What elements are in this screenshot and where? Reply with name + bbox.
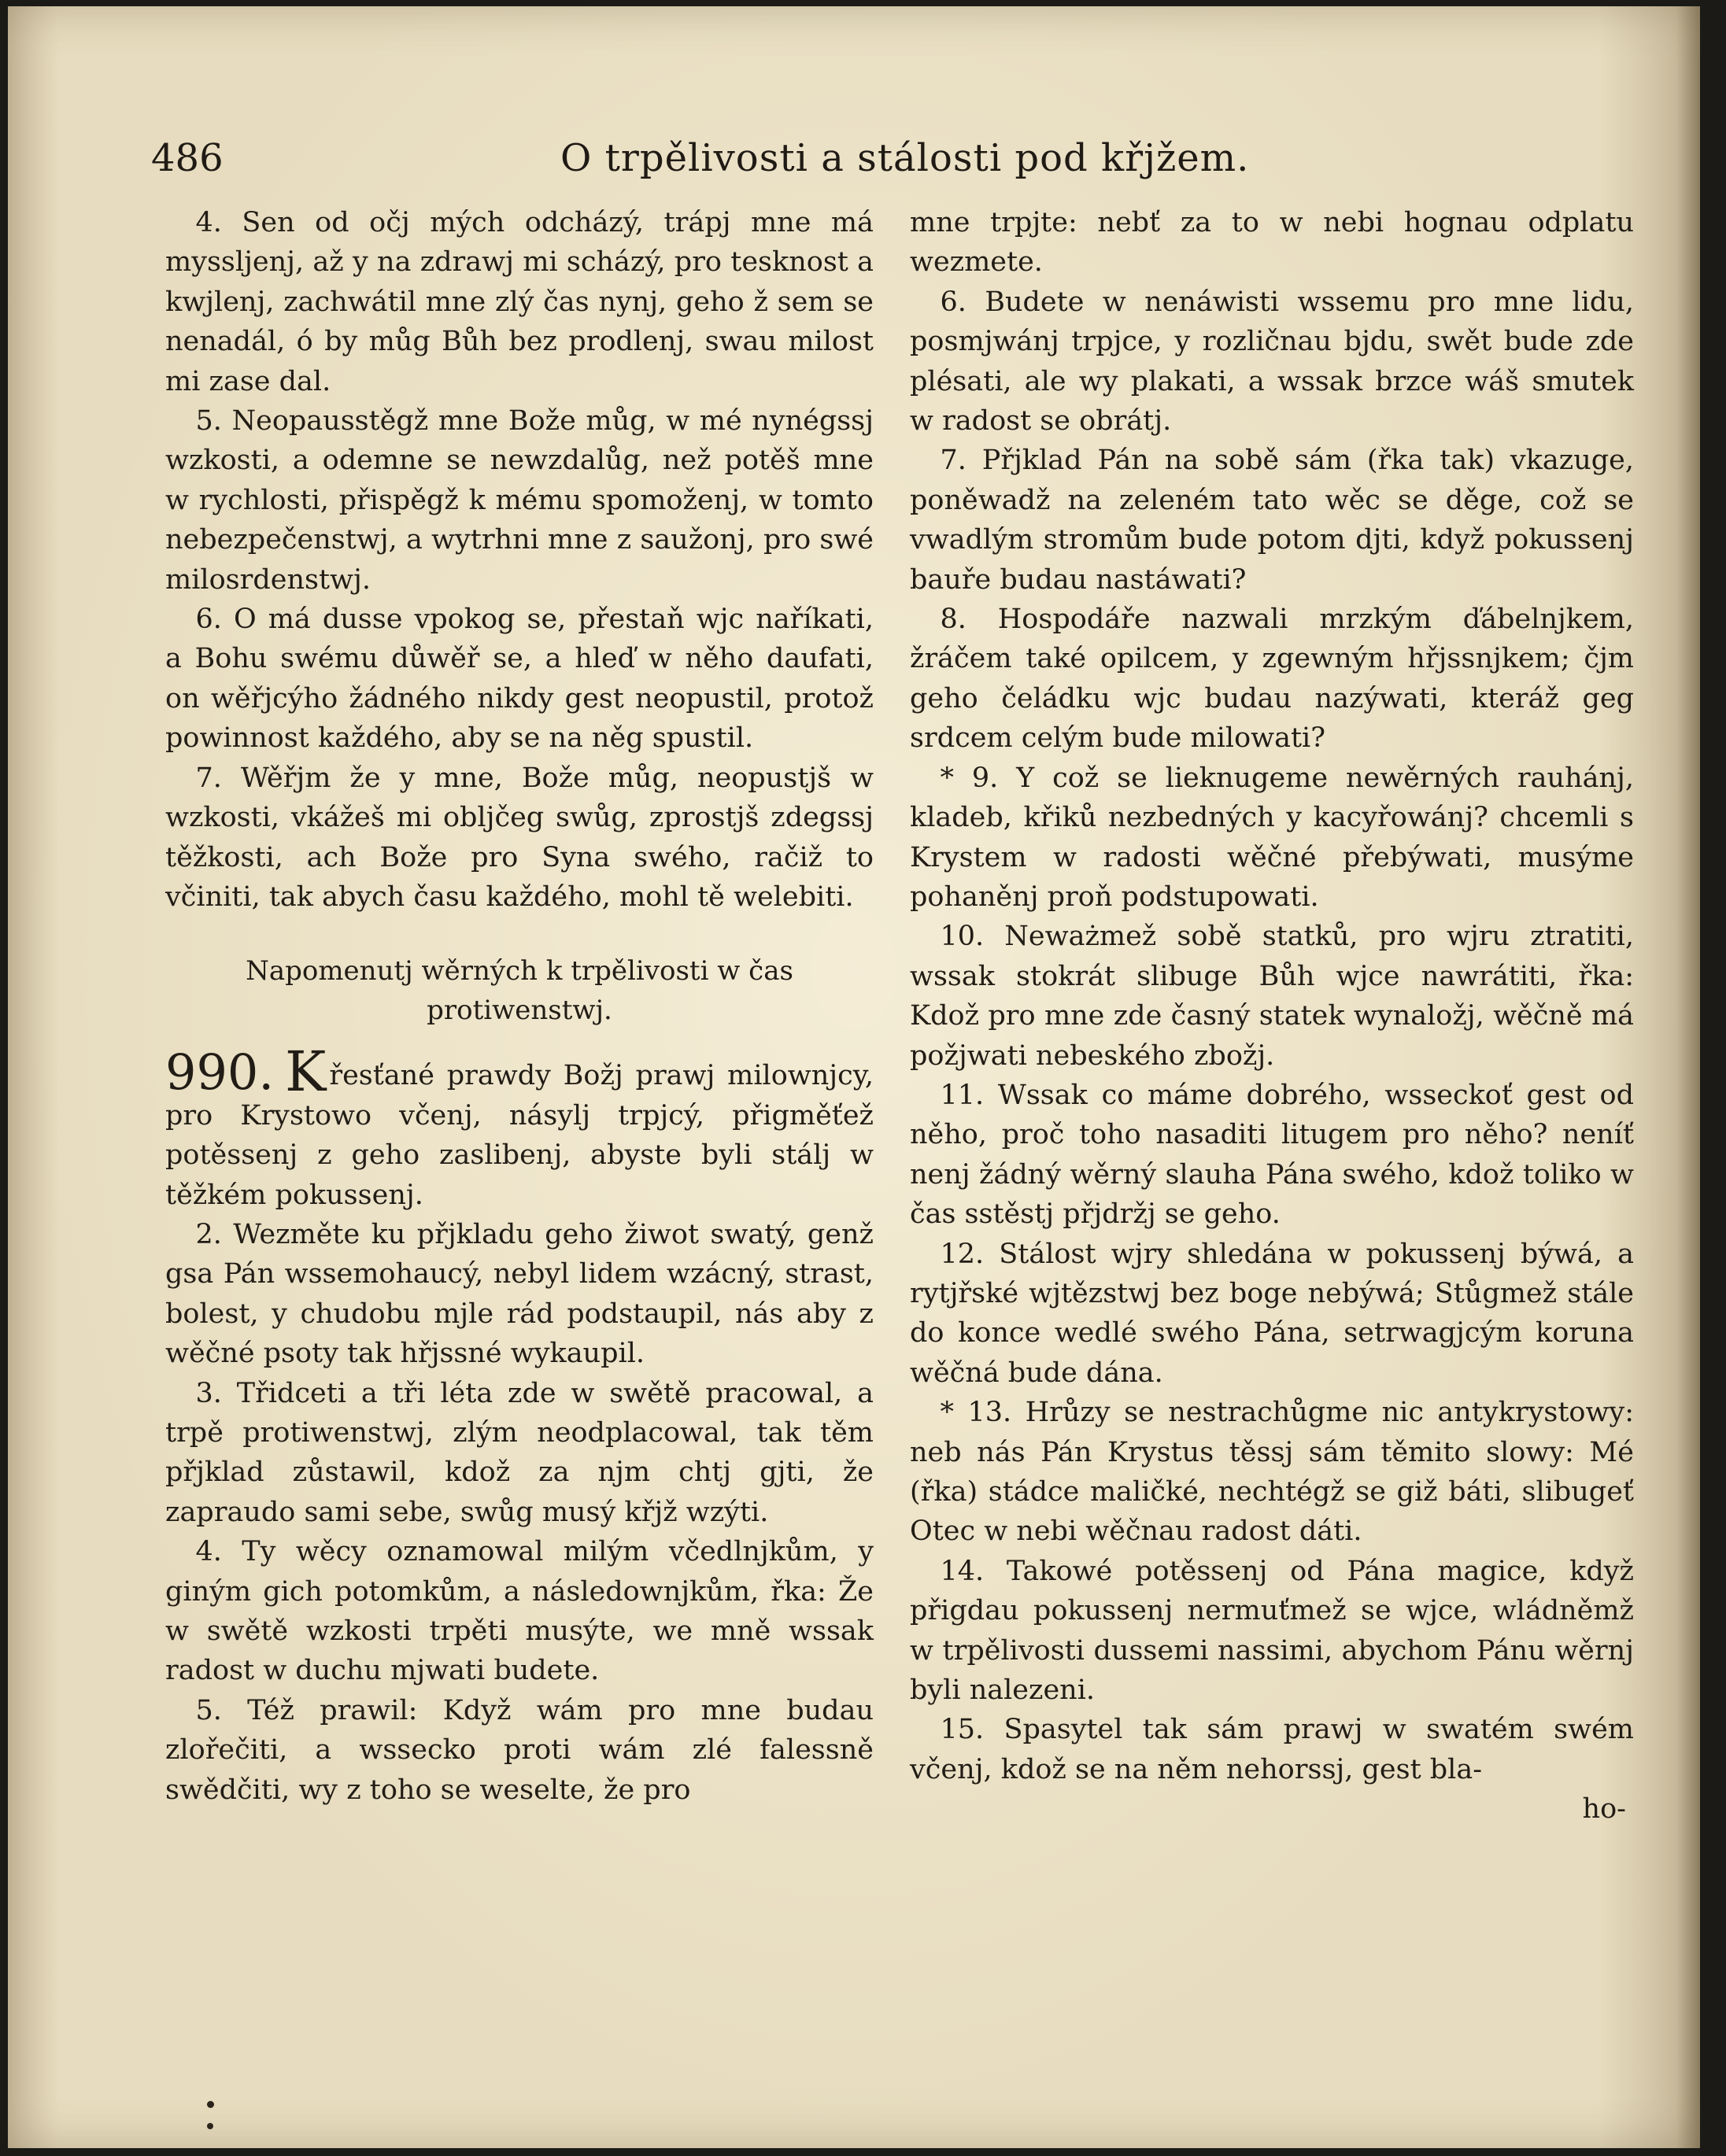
stanza: 4. Sen od očj mých odcházý, trápj mne má myssljenj, až y na zdrawj mi scházý, pro tesknost a kwjlenj, zachwátil mne zlý čas nynj, geho ž sem se nenadál, ó by můg Bůh bez prodlenj, swau milost mi zase dal.	[165, 207, 874, 397]
page-header	[151, 136, 1598, 191]
hymn-first-stanza	[165, 1039, 874, 1215]
stanza: * 9. Y což se lieknugeme newěrných rauhánj, kladeb, křiků nezbedných y kacyřowánj? chcemli s Krystem w radosti wěčné přebýwati, musýme pohaněnj proň podstupowati.	[910, 762, 1634, 913]
stanza: 6. O má dusse vpokog se, přestaň wjc naříkati, a Bohu swému důwěř se, a hleď w něho daufati, on wěřjcýho žádného nikdy gest neopustil, protož powinnost každého, aby se na něg spustil.	[165, 604, 874, 755]
stanza: 6. Budete w nenáwisti wssemu pro mne lidu, posmjwánj trpjce, y rozličnau bjdu, swět bude zde plésati, ale wy plakati, a wssak brzce wáš smutek w radost se obrátj.	[910, 286, 1634, 437]
page-edge-shadow	[1676, 6, 1700, 2148]
page-number: 486	[151, 136, 224, 180]
stanza: 11. Wssak co máme dobrého, wsseckoť gest od něho, proč toho nasaditi litugem pro něho? neníť nenj žádný wěrný slauha Pána swého, kdož toliko w čas sstěstj přjdržj se geho.	[910, 1079, 1634, 1231]
stanza: 7. Wěřjm že y mne, Bože můg, neopustjš w wzkosti, vkážeš mi obljčeg swůg, zprostjš zdegssj těžkosti, ach Bože pro Syna swého, račiž to včiniti, tak abych času každého, mohl tě welebiti.	[165, 762, 874, 913]
drop-cap: K	[285, 1039, 327, 1105]
catchword: ho-	[1582, 1793, 1626, 1826]
stanza: 5. Též prawil: Když wám pro mne budau zlořečiti, a wsseсko proti wám zlé falessně swědčiti, wy z toho se weselte, že pro	[165, 1694, 874, 1806]
right-column	[910, 203, 1634, 1829]
stanza: 5. Neopausstěgž mne Bože můg, w mé nynégssj wzkosti, a odemne se newzdalůg, než potěš mne w rychlosti, přispěgž k mému spomoženj, w tomto nebezpečenstwj, a wytrhni mne z saužonj, pro swé milosrdenstwj.	[165, 405, 874, 596]
left-column	[165, 203, 874, 1810]
stanza: 2. Wezměte ku přjkladu geho žiwot swatý, genž gsa Pán wssemohaucý, nebyl lidem wzácný, strast, bolest, y chudobu mjle rád podstaupil, nás aby z wěčné psoty tak hřjssné wykaupil.	[165, 1218, 874, 1370]
book-page	[8, 6, 1700, 2148]
ink-blot	[207, 2123, 213, 2129]
stanza: * 13. Hrůzy se nestrachůgme nic antykrystowy: neb nás Pán Krystus těssj sám těmito slowy: Mé (řka) stádce maličké, nechtégž se giž báti, slibugeť Otec w nebi wěčnau radost dáti.	[910, 1397, 1634, 1548]
stanza: 12. Stálost wjry shledána w pokussenj býwá, a rytjřské wjtězstwj bez boge nebýwá; Stůgmež stále do konce wedlé swého Pána, setrwagjcým koruna wěčná bude dána.	[910, 1238, 1634, 1389]
stanza: 4. Ty wěcy oznamowal milým včedlnjkům, y giným gich potomkům, a následownjkům, řka: Že w swětě wzkosti trpěti musýte, we mně wssak radost w duchu mjwati budete.	[165, 1536, 874, 1687]
stanza: 3. Třidceti a tři léta zde w swětě pracowal, a trpě protiwenstwj, zlým neodplacowal, tak těm přjklad zůstawil, kdož za njm chtj gjti, že zapraudo sami sebe, swůg musý křjž wzýti.	[165, 1377, 874, 1528]
stanza: 10. Neważmež sobě statků, pro wjru ztratiti, wssak stokrát slibuge Bůh wjce nawrátiti, řka: Kdož pro mne zde časný statek wynaložj, wěčně má požjwati nebeského zbožj.	[910, 921, 1634, 1072]
stanza: 7. Přjklad Pán na sobě sám (řka tak) vkazuge, poněwadž na zeleném tato wěc se děge, což se vwadlým stromům bude potom djti, když pokussenj bauře budau nastáwati?	[910, 445, 1634, 596]
ink-blot	[207, 2101, 214, 2108]
stanza: 14. Takowé potěssenj od Pána magice, když přigdau pokussenj nermuťmež se wjce, wládněmž w trpělivosti dussemi nassimi, abychom Pánu wěrnj byli nalezeni.	[910, 1555, 1634, 1707]
running-title: O trpělivosti a stálosti pod křjžem.	[560, 136, 1250, 180]
hymn-number: 990.	[165, 1043, 275, 1102]
stanza-continuation: mne trpjte: nebť za to w nebi hognau odplatu wezmete.	[910, 207, 1634, 279]
hymn-heading: Napomenutj wěrných k trpělivosti w čas protiwenstwj.	[246, 955, 793, 1027]
stanza: 8. Hospodáře nazwali mrzkým ďábelnjkem, žráčem také opilcem, y zgewným hřjssnjkem; čjm geho čeládku wjc budau nazýwati, kteráž geg srdcem celým bude milowati?	[910, 604, 1634, 755]
stanza: 15. Spasytel tak sám prawj w swatém swém včenj, kdož se na něm nehorssj, gest bla-	[910, 1714, 1634, 1785]
stanza-text: řesťané prawdy Božj prawj milownjcy, pro Krystowo včenj, násylj trpjcý, přigměťež potěssenj z geho zaslibenj, abyste byli stálj w těžkém pokussenj.	[165, 1060, 874, 1211]
